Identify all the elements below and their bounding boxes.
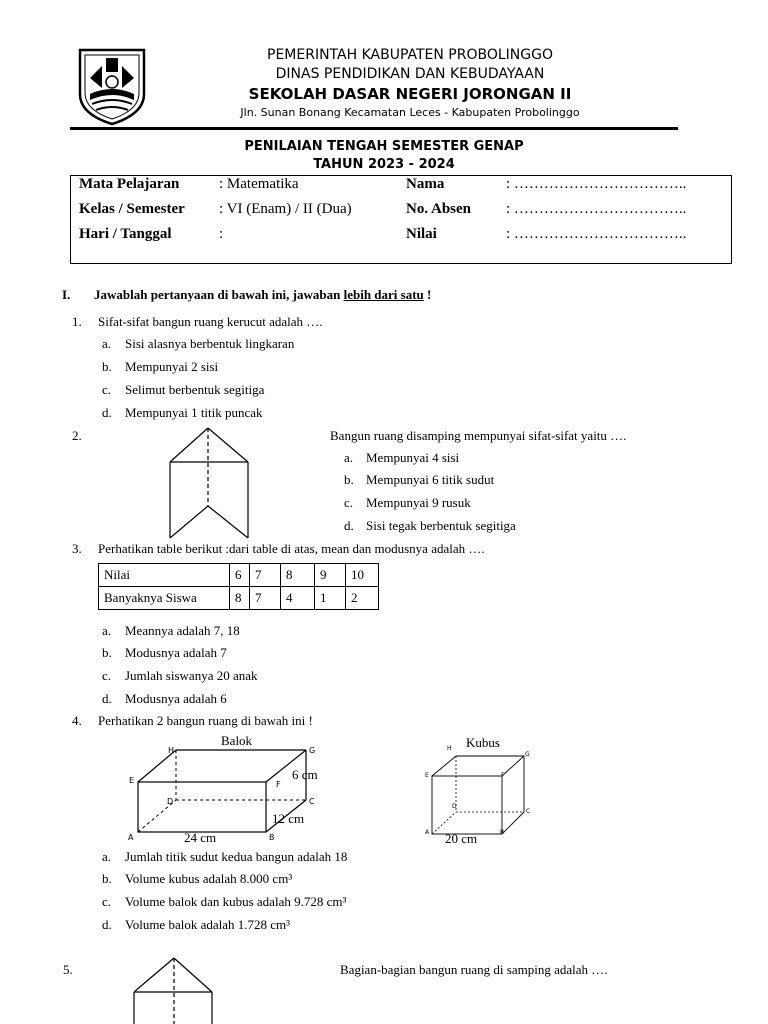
q4-number: 4. [72, 713, 82, 728]
kubus-title: Kubus [466, 735, 500, 750]
school-address: Jln. Sunan Bonang Kecamatan Leces - Kabupaten Probolinggo [240, 106, 580, 119]
section-number: I. [62, 287, 71, 302]
cube-figure [426, 752, 536, 838]
table-cell: 8 [281, 564, 315, 587]
q2-option-b[interactable]: Mempunyai 6 titik sudut [366, 472, 495, 487]
q2-text: Bangun ruang disamping mempunyai sifat-sifat yaitu …. [330, 428, 627, 443]
table-cell: 1 [315, 587, 346, 610]
header-line-1: PEMERINTAH KABUPATEN PROBOLINGGO [267, 47, 553, 63]
q1-option-c-letter: c. [102, 382, 112, 397]
q4-option-c[interactable]: Volume balok dan kubus adalah 9.728 cm³ [125, 894, 347, 909]
table-cell: 9 [315, 564, 346, 587]
class-value: : VI (Enam) / II (Dua) [219, 201, 352, 217]
q3-data-table [98, 563, 379, 610]
table-cell: 7 [250, 564, 281, 587]
balok-vertex-d: D [167, 797, 174, 806]
kubus-vertex-e: E [425, 772, 429, 779]
balok-vertex-e: E [129, 776, 135, 785]
kubus-vertex-h: H [447, 745, 452, 752]
q1-option-d-letter: d. [102, 405, 112, 420]
day-label: Hari / Tanggal [79, 226, 172, 242]
q4-option-d-letter: d. [102, 917, 112, 932]
kubus-vertex-d: D [452, 803, 457, 810]
class-label: Kelas / Semester [79, 201, 185, 217]
table-row [99, 587, 379, 610]
kubus-vertex-a: A [425, 829, 430, 836]
table-row-label: Nilai [99, 564, 230, 587]
table-cell: 7 [250, 587, 281, 610]
kubus-vertex-f: F [501, 772, 505, 779]
score-label: Nilai [406, 226, 437, 242]
balok-vertex-c: C [309, 797, 315, 806]
q4-option-b-letter: b. [102, 871, 112, 886]
table-cell: 6 [230, 564, 250, 587]
q1-option-a[interactable]: Sisi alasnya berbentuk lingkaran [125, 336, 295, 351]
q3-option-d[interactable]: Modusnya adalah 6 [125, 691, 227, 706]
absen-label: No. Absen [406, 201, 472, 217]
q2-number: 2. [72, 428, 82, 443]
table-cell: 2 [346, 587, 379, 610]
absen-value[interactable]: : …………………………….. [506, 201, 687, 217]
balok-length-label: 24 cm [184, 830, 217, 845]
kubus-vertex-g: G [525, 751, 530, 758]
balok-vertex-a: A [128, 833, 134, 842]
school-name: SEKOLAH DASAR NEGERI JORONGAN II [248, 85, 572, 103]
table-cell: 8 [230, 587, 250, 610]
subject-value: : Matematika [219, 176, 299, 192]
balok-vertex-g: G [309, 746, 316, 755]
q1-option-c[interactable]: Selimut berbentuk segitiga [125, 382, 265, 397]
q3-option-c-letter: c. [102, 668, 112, 683]
q3-number: 3. [72, 541, 82, 556]
q3-option-d-letter: d. [102, 691, 112, 706]
q3-text: Perhatikan table berikut :dari table di atas, mean dan modusnya adalah …. [98, 541, 485, 556]
q1-number: 1. [72, 314, 82, 329]
table-cell: 10 [346, 564, 379, 587]
q2-option-d[interactable]: Sisi tegak berbentuk segitiga [366, 518, 516, 533]
header-line-2: DINAS PENDIDIKAN DAN KEBUDAYAAN [275, 66, 545, 82]
q3-option-a-letter: a. [102, 623, 112, 638]
exam-year: TAHUN 2023 - 2024 [313, 157, 455, 172]
q4-option-b[interactable]: Volume kubus adalah 8.000 cm³ [125, 871, 293, 886]
balok-vertex-h: H [168, 746, 175, 755]
balok-height-label: 6 cm [292, 767, 318, 782]
triangular-prism-figure [168, 426, 252, 540]
header-divider [70, 127, 678, 130]
q1-option-b-letter: b. [102, 359, 112, 374]
day-value: : [219, 226, 224, 242]
name-value[interactable]: : …………………………….. [506, 176, 687, 192]
subject-label: Mata Pelajaran [79, 176, 180, 192]
q5-number: 5. [63, 962, 73, 977]
q3-option-a[interactable]: Meannya adalah 7, 18 [125, 623, 240, 638]
balok-width-label: 12 cm [272, 811, 305, 826]
section-instruction: Jawablah pertanyaan di bawah ini, jawaban lebih dari satu ! [94, 287, 432, 302]
q2-option-a-letter: a. [344, 450, 354, 465]
q2-option-a[interactable]: Mempunyai 4 sisi [366, 450, 460, 465]
q4-option-a-letter: a. [102, 849, 112, 864]
q1-option-d[interactable]: Mempunyai 1 titik puncak [125, 405, 263, 420]
q2-option-b-letter: b. [344, 472, 354, 487]
q1-option-b[interactable]: Mempunyai 2 sisi [125, 359, 219, 374]
exam-title: PENILAIAN TENGAH SEMESTER GENAP [244, 139, 524, 154]
table-row [99, 564, 379, 587]
q2-option-c[interactable]: Mempunyai 9 rusuk [366, 495, 471, 510]
balok-title: Balok [221, 733, 253, 748]
q1-option-a-letter: a. [102, 336, 112, 351]
name-label: Nama [406, 176, 445, 192]
kubus-vertex-c: C [526, 808, 531, 815]
score-value[interactable]: : …………………………….. [506, 226, 687, 242]
q2-option-c-letter: c. [344, 495, 354, 510]
q3-option-c[interactable]: Jumlah siswanya 20 anak [125, 668, 258, 683]
balok-vertex-b: B [269, 833, 275, 842]
kubus-side-label: 20 cm [445, 831, 478, 846]
kubus-vertex-b: B [500, 829, 505, 836]
prism-figure-partial [132, 956, 214, 1024]
q4-option-a[interactable]: Jumlah titik sudut kedua bangun adalah 18 [125, 849, 348, 864]
table-row-label: Banyaknya Siswa [99, 587, 230, 610]
q4-option-c-letter: c. [102, 894, 112, 909]
q1-text: Sifat-sifat bangun ruang kerucut adalah …. [98, 314, 323, 329]
q3-option-b-letter: b. [102, 645, 112, 660]
balok-vertex-f: F [276, 780, 281, 789]
q4-text: Perhatikan 2 bangun ruang di bawah ini ! [98, 713, 313, 728]
q4-option-d[interactable]: Volume balok adalah 1.728 cm³ [125, 917, 291, 932]
table-cell: 4 [281, 587, 315, 610]
q2-option-d-letter: d. [344, 518, 354, 533]
q3-option-b[interactable]: Modusnya adalah 7 [125, 645, 227, 660]
q5-text: Bagian-bagian bangun ruang di samping adalah …. [340, 962, 608, 977]
